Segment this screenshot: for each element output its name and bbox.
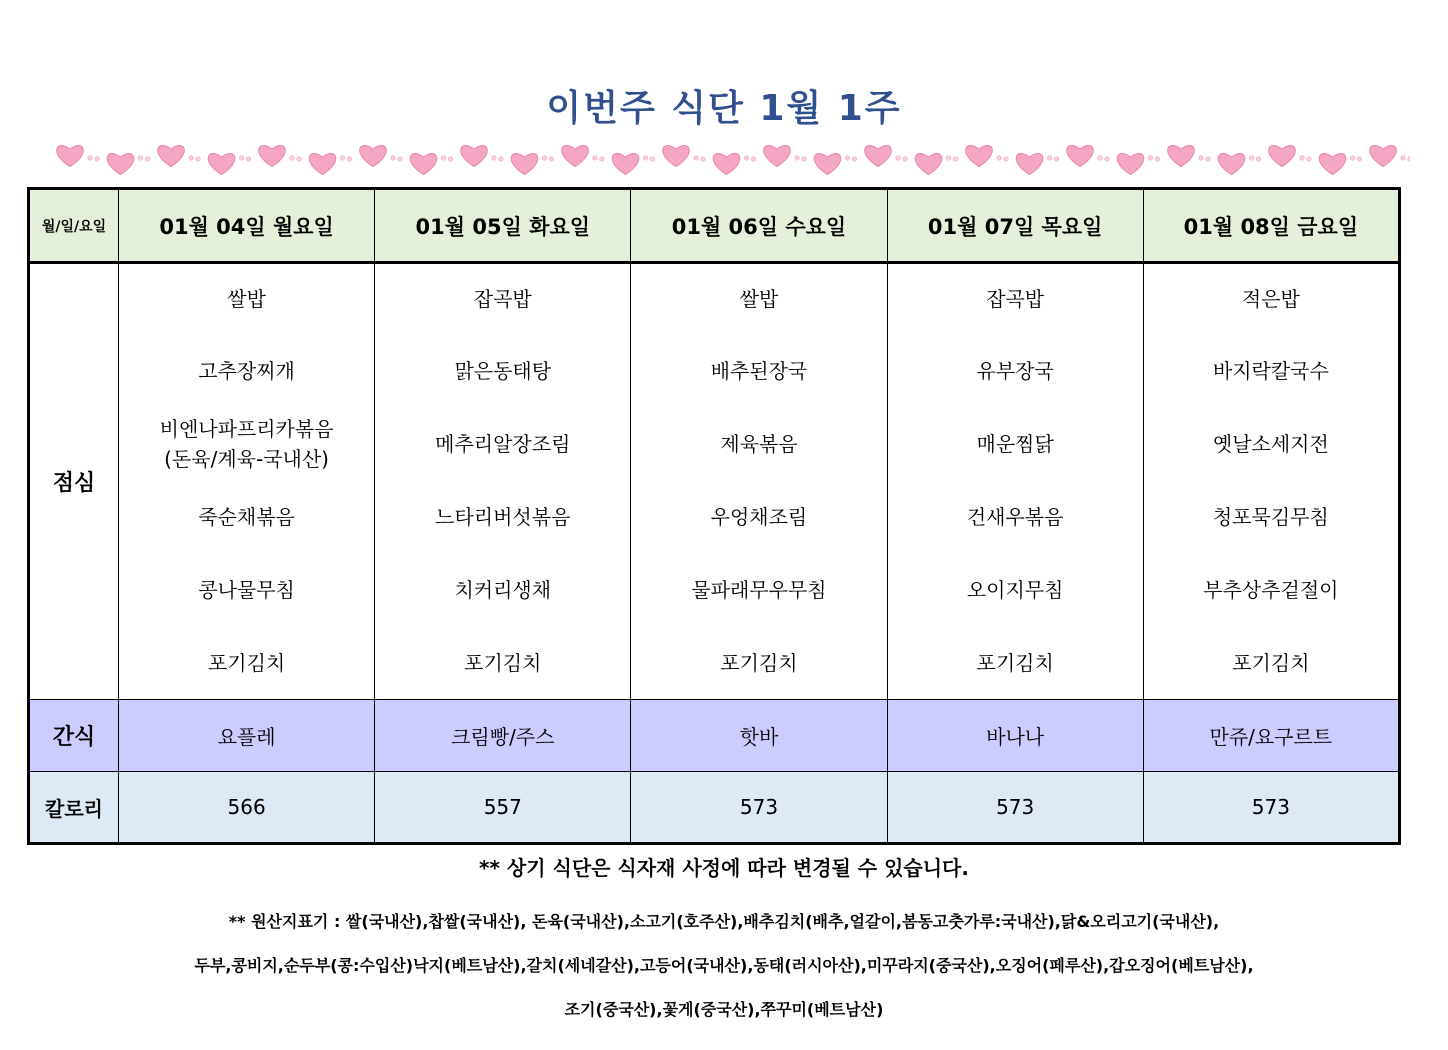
heart-dot bbox=[1004, 157, 1008, 161]
heart-dot bbox=[1206, 157, 1210, 161]
menu-item: 비엔나파프리카볶음 (돈육/계육-국내산) bbox=[159, 416, 334, 471]
snack-cell: 바나나 bbox=[887, 700, 1143, 772]
heart-icon bbox=[562, 145, 589, 166]
day-header: 01월 06일 수요일 bbox=[631, 189, 887, 263]
lunch-cell bbox=[375, 263, 631, 700]
table-header-row bbox=[29, 189, 1400, 263]
heart-icon bbox=[57, 145, 84, 166]
day-header: 01월 05일 화요일 bbox=[375, 189, 631, 263]
snack-cell: 핫바 bbox=[631, 700, 887, 772]
heart-dot bbox=[347, 157, 351, 161]
heart-icon bbox=[764, 145, 791, 166]
heart-dot bbox=[1408, 157, 1410, 161]
heart-icon bbox=[1168, 145, 1195, 166]
heart-dot bbox=[1401, 156, 1405, 160]
heart-dot bbox=[95, 157, 99, 161]
day-header: 01월 07일 목요일 bbox=[887, 189, 1143, 263]
heart-dot bbox=[340, 156, 344, 160]
heart-dot bbox=[744, 156, 748, 160]
heart-icon bbox=[1218, 153, 1245, 174]
snack-cell: 요플레 bbox=[119, 700, 375, 772]
heart-dot bbox=[391, 156, 395, 160]
calorie-cell: 573 bbox=[887, 772, 1143, 844]
menu-item: 콩나물무침 bbox=[198, 577, 295, 602]
snack-cell: 크림빵/주스 bbox=[375, 700, 631, 772]
calorie-row bbox=[29, 772, 1400, 844]
heart-dot bbox=[1256, 157, 1260, 161]
menu-item: 청포묵김무침 bbox=[1212, 504, 1329, 529]
heart-icon bbox=[461, 145, 488, 166]
change-notice: ** 상기 식단은 식자재 사정에 따라 변경될 수 있습니다. bbox=[479, 856, 969, 880]
heart-icon bbox=[1269, 145, 1296, 166]
menu-item: 고추장찌개 bbox=[198, 358, 295, 383]
heart-dot bbox=[542, 156, 546, 160]
heart-icon bbox=[360, 145, 387, 166]
heart-dot bbox=[701, 157, 705, 161]
heart-icon bbox=[208, 153, 235, 174]
calorie-label: 칼로리 bbox=[29, 772, 119, 844]
heart-icon bbox=[1319, 153, 1346, 174]
heart-dot bbox=[600, 157, 604, 161]
heart-icon bbox=[915, 153, 942, 174]
menu-item: 우엉채조림 bbox=[710, 504, 808, 529]
heart-dot bbox=[751, 157, 755, 161]
snack-label: 간식 bbox=[29, 700, 119, 772]
menu-item: 배추된장국 bbox=[710, 358, 808, 383]
heart-icon bbox=[1117, 153, 1144, 174]
heart-icon bbox=[663, 145, 690, 166]
heart-icon bbox=[107, 153, 134, 174]
heart-dot bbox=[903, 157, 907, 161]
origin-notice bbox=[0, 900, 1448, 1032]
lunch-label: 점심 bbox=[29, 263, 119, 700]
menu-item: 매운찜닭 bbox=[976, 431, 1054, 456]
heart-dot bbox=[1155, 157, 1159, 161]
menu-item: 제육볶음 bbox=[720, 431, 798, 456]
menu-item: 오이지무침 bbox=[966, 577, 1064, 602]
menu-item: 포기김치 bbox=[207, 650, 286, 675]
heart-dot bbox=[1047, 156, 1051, 160]
heart-dot bbox=[650, 157, 654, 161]
lunch-cell bbox=[631, 263, 887, 700]
heart-border bbox=[40, 140, 1410, 180]
heart-dot bbox=[802, 157, 806, 161]
day-header: 01월 08일 금요일 bbox=[1143, 189, 1399, 263]
heart-dot bbox=[1249, 156, 1253, 160]
menu-item: 쌀밥 bbox=[739, 287, 779, 311]
heart-dot bbox=[398, 157, 402, 161]
heart-dot bbox=[246, 157, 250, 161]
heart-dot bbox=[196, 157, 200, 161]
snack-cell: 만쥬/요구르트 bbox=[1143, 700, 1399, 772]
menu-item: 메추리알장조림 bbox=[435, 431, 571, 456]
menu-item: 쌀밥 bbox=[227, 287, 266, 311]
heart-dot bbox=[1350, 156, 1354, 160]
heart-dot bbox=[997, 156, 1001, 160]
menu-item: 바지락칼국수 bbox=[1212, 358, 1329, 383]
menu-item: 잡곡밥 bbox=[473, 287, 532, 311]
heart-dot bbox=[549, 157, 553, 161]
heart-dot bbox=[448, 157, 452, 161]
menu-item: 포기김치 bbox=[464, 650, 542, 675]
heart-dot bbox=[499, 157, 503, 161]
menu-item: 맑은동태탕 bbox=[454, 358, 552, 383]
calorie-cell: 573 bbox=[1143, 772, 1399, 844]
menu-item: 건새우볶음 bbox=[966, 504, 1064, 529]
heart-icon bbox=[1370, 145, 1397, 166]
heart-dot bbox=[297, 157, 301, 161]
menu-item: 포기김치 bbox=[976, 650, 1054, 675]
menu-item: 부추상추겉절이 bbox=[1203, 577, 1339, 602]
menu-item: 적은밥 bbox=[1241, 287, 1300, 311]
heart-dot bbox=[1105, 157, 1109, 161]
menu-item: 유부장국 bbox=[976, 358, 1054, 383]
heart-dot bbox=[852, 157, 856, 161]
menu-item: 물파래무우무침 bbox=[691, 577, 827, 602]
heart-icon bbox=[1016, 153, 1043, 174]
menu-item: 죽순채볶음 bbox=[198, 504, 295, 529]
menu-item: 옛날소세지전 bbox=[1212, 431, 1329, 456]
menu-item: 치커리생채 bbox=[454, 577, 552, 602]
heart-dot bbox=[643, 156, 647, 160]
heart-dot bbox=[239, 156, 243, 160]
menu-item: 포기김치 bbox=[1232, 650, 1310, 675]
menu-table bbox=[27, 187, 1401, 845]
heart-dot bbox=[1199, 156, 1203, 160]
heart-icon bbox=[713, 153, 740, 174]
heart-icon bbox=[259, 145, 286, 166]
page-title: 이번주 식단 1월 1주 bbox=[546, 88, 902, 129]
corner-label: 월/일/요일 bbox=[29, 189, 119, 263]
heart-icon bbox=[814, 153, 841, 174]
heart-dot bbox=[1148, 156, 1152, 160]
heart-dot bbox=[1307, 157, 1311, 161]
lunch-cell bbox=[119, 263, 375, 700]
heart-dot bbox=[189, 156, 193, 160]
calorie-cell: 566 bbox=[119, 772, 375, 844]
origin-line: 조기(중국산),꽃게(중국산),쭈꾸미(베트남산) bbox=[564, 1000, 884, 1019]
heart-dot bbox=[845, 156, 849, 160]
heart-dot bbox=[492, 156, 496, 160]
menu-item: 포기김치 bbox=[720, 650, 798, 675]
heart-dot bbox=[896, 156, 900, 160]
calorie-cell: 557 bbox=[375, 772, 631, 844]
heart-dot bbox=[1300, 156, 1304, 160]
heart-icon bbox=[158, 145, 185, 166]
heart-icon bbox=[410, 153, 437, 174]
heart-icon bbox=[309, 153, 336, 174]
origin-line: ** 원산지표기 : 쌀(국내산),찹쌀(국내산), 돈육(국내산),소고기(호주산),배추김치(배추,얼갈이,봄동고춧가루:국내산),닭&오리고기(국내산), bbox=[228, 912, 1220, 931]
menu-item: 잡곡밥 bbox=[986, 287, 1045, 311]
heart-dot bbox=[1357, 157, 1361, 161]
heart-icon bbox=[511, 153, 538, 174]
heart-dot bbox=[1054, 157, 1058, 161]
snack-row bbox=[29, 700, 1400, 772]
heart-dot bbox=[145, 157, 149, 161]
heart-dot bbox=[441, 156, 445, 160]
heart-dot bbox=[795, 156, 799, 160]
heart-dot bbox=[88, 156, 92, 160]
heart-dot bbox=[593, 156, 597, 160]
heart-dot bbox=[953, 157, 957, 161]
heart-dot bbox=[290, 156, 294, 160]
day-header: 01월 04일 월요일 bbox=[119, 189, 375, 263]
origin-line: 두부,콩비지,순두부(콩:수입산)낙지(베트남산),갈치(세네갈산),고등어(국내산),동태(러시아산),미꾸라지(중국산),오징어(페루산),갑오징어(베트남산), bbox=[194, 956, 1254, 975]
lunch-cell bbox=[1143, 263, 1399, 700]
calorie-cell: 573 bbox=[631, 772, 887, 844]
lunch-cell bbox=[887, 263, 1143, 700]
heart-dot bbox=[138, 156, 142, 160]
heart-dot bbox=[946, 156, 950, 160]
menu-item: 느타리버섯볶음 bbox=[435, 504, 571, 529]
heart-icon bbox=[1067, 145, 1094, 166]
heart-dot bbox=[1098, 156, 1102, 160]
heart-dot bbox=[694, 156, 698, 160]
heart-icon bbox=[612, 153, 639, 174]
heart-icon bbox=[865, 145, 892, 166]
lunch-row bbox=[29, 263, 1400, 700]
heart-icon bbox=[966, 145, 993, 166]
